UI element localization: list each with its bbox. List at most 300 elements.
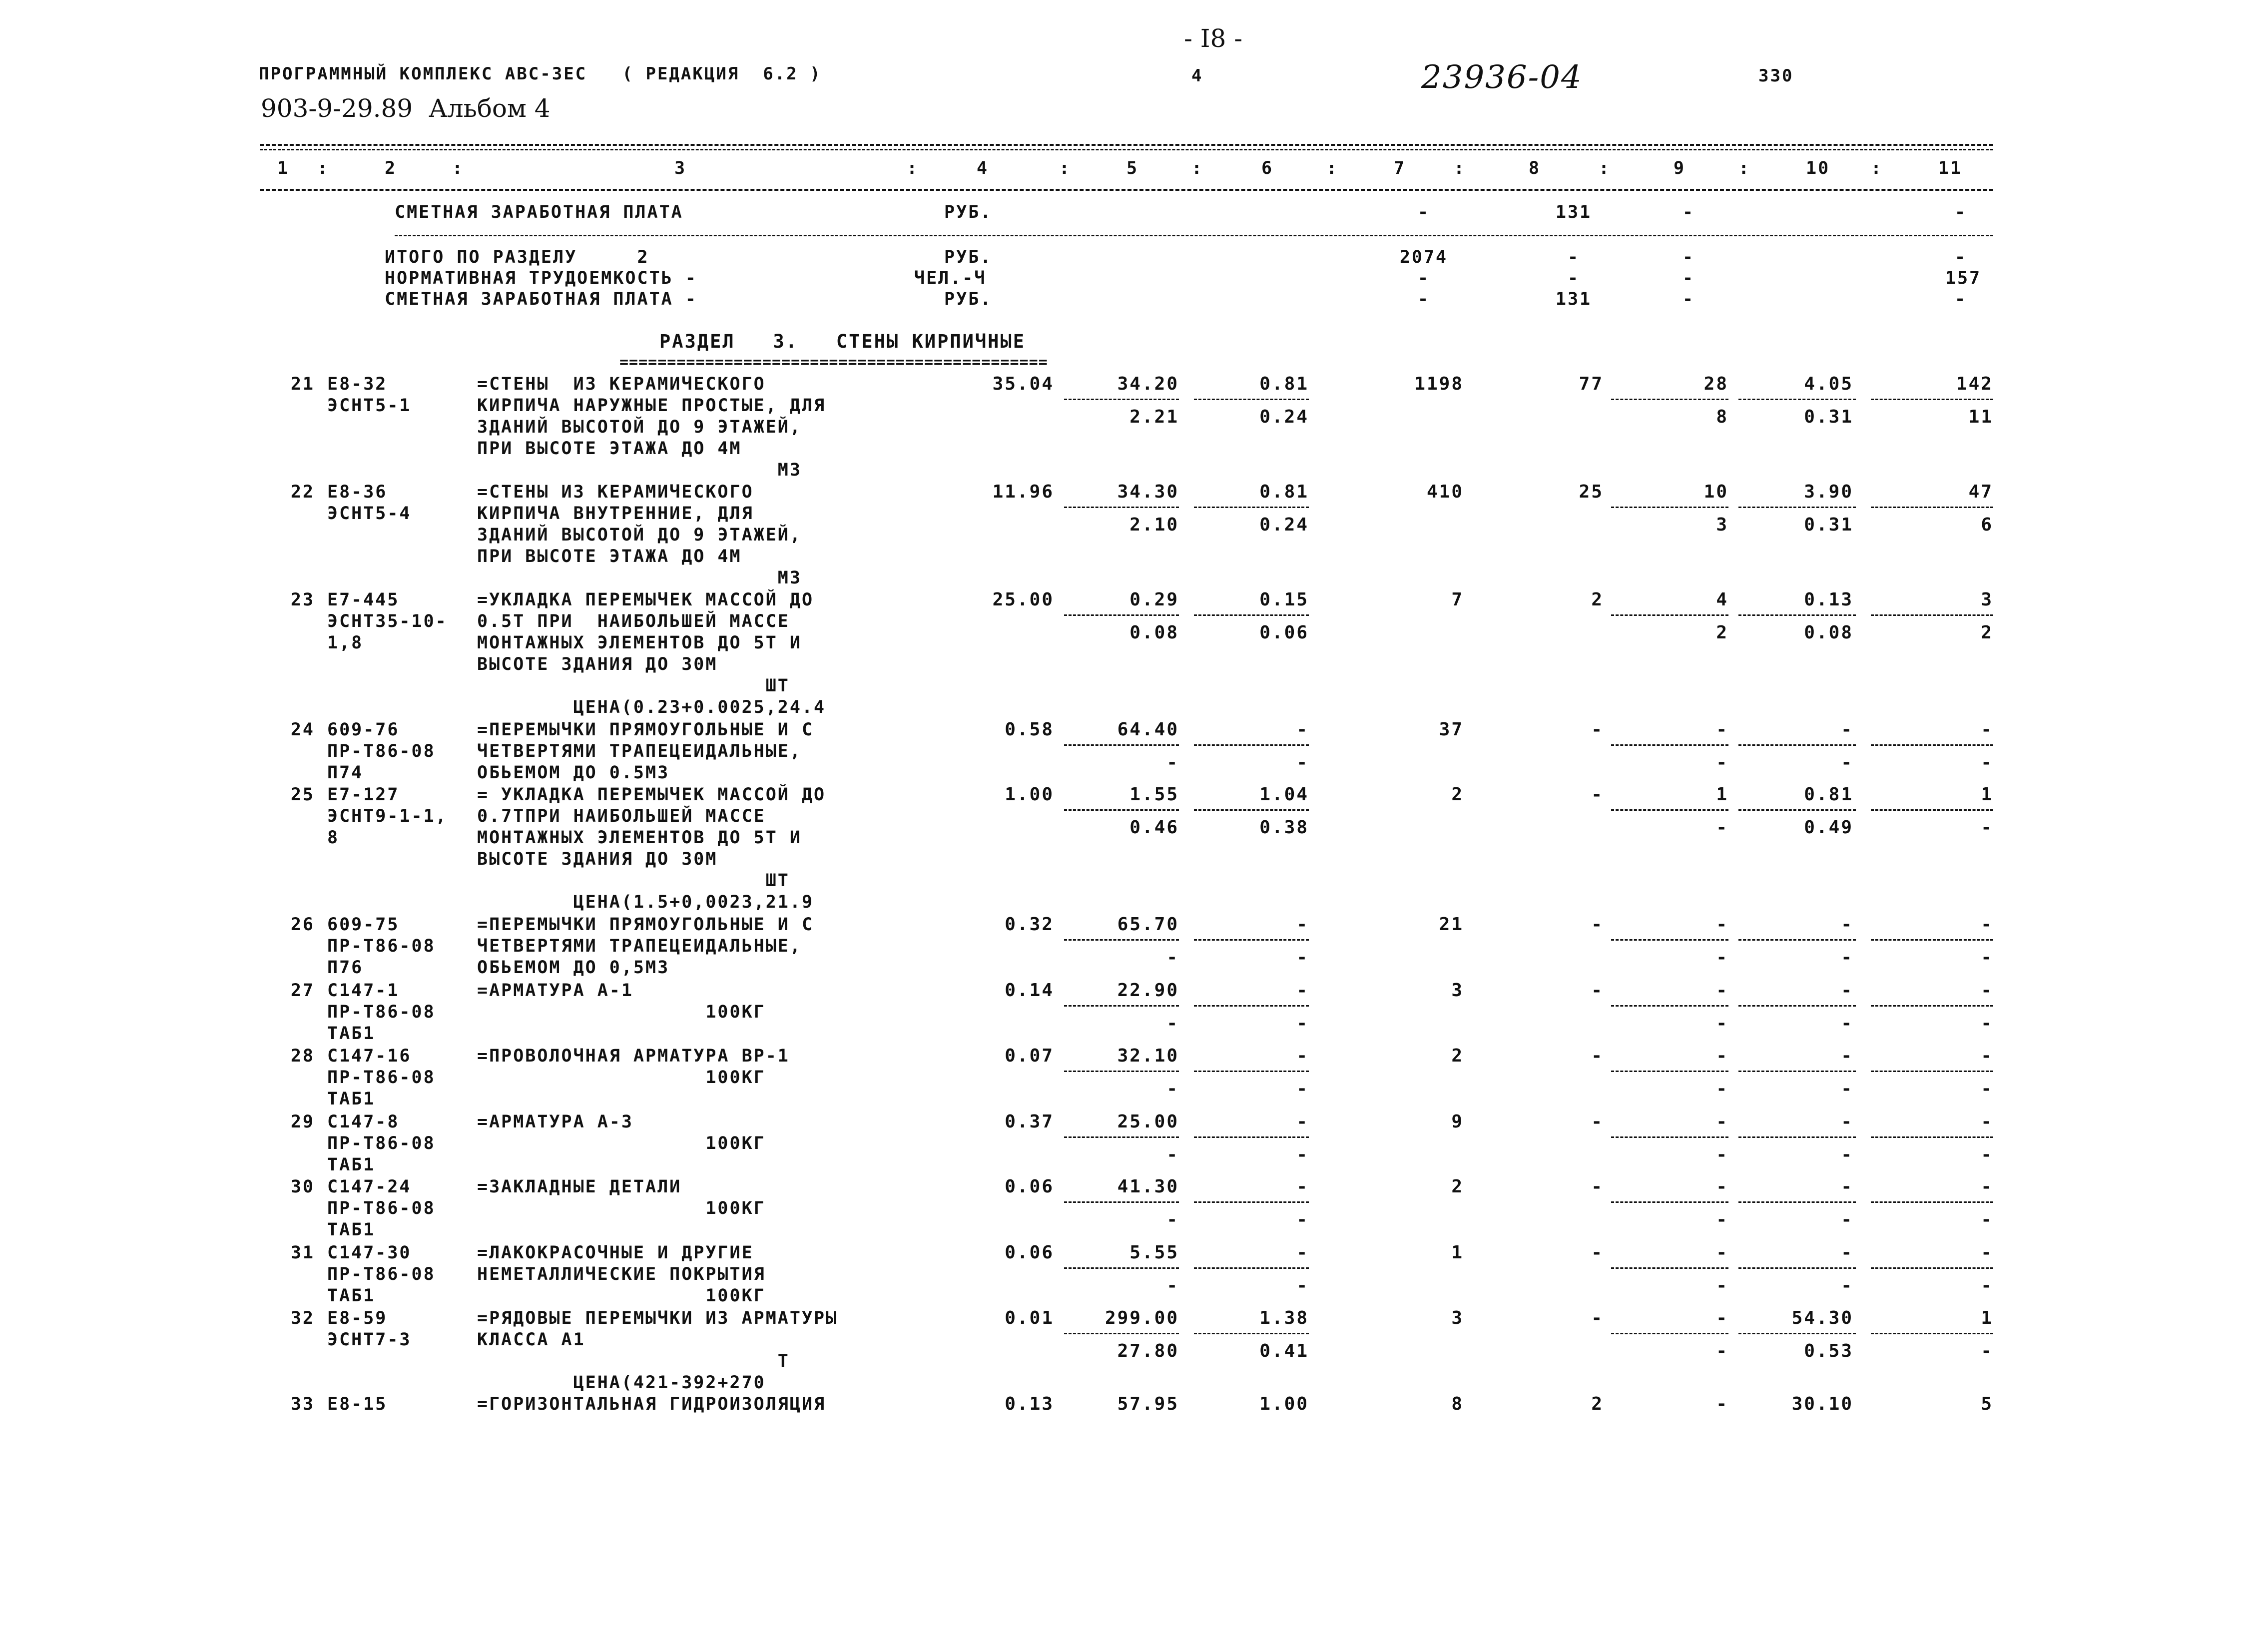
row-price-total: 1.55 <box>1129 784 1179 805</box>
row-cost-total: 37 <box>1439 719 1464 740</box>
row-cost-wages: 2 <box>1591 1394 1604 1414</box>
row-code: С147-16 ПР-Т86-08 ТАБ1 <box>327 1046 436 1109</box>
row-cost-total: 9 <box>1451 1111 1464 1132</box>
row-number: 29 <box>290 1112 315 1132</box>
row-labor-unit: - <box>1841 1046 1853 1066</box>
row-cost-machine-wages: - <box>1716 1341 1728 1361</box>
row-subrule <box>1738 1267 1856 1269</box>
row-labor-unit: - <box>1841 1176 1853 1197</box>
summary-total-c9: - <box>1682 247 1695 267</box>
column-header-5: 5 <box>1126 158 1139 178</box>
column-header-2: 2 <box>385 158 397 178</box>
row-labor-machine-unit: - <box>1841 1079 1853 1099</box>
row-price-wages: 0.81 <box>1259 374 1309 394</box>
row-subrule <box>1871 399 1993 400</box>
summary-salary-c9: - <box>1682 202 1695 222</box>
row-number: 22 <box>290 482 315 502</box>
row-price-machine-wages-2: 0.38 <box>1259 817 1309 838</box>
row-labor-machine-total: - <box>1981 1341 1993 1361</box>
row-subrule <box>1738 614 1856 616</box>
row-cost-machine-wages: - <box>1716 1079 1728 1099</box>
row-labor-machine-total: - <box>1981 1079 1993 1099</box>
row-labor-total: - <box>1981 1242 1993 1263</box>
row-labor-machine-unit: 0.49 <box>1804 817 1853 838</box>
row-description: =ПРОВОЛОЧНАЯ АРМАТУРА ВР-1 100КГ <box>477 1046 790 1088</box>
row-code: Е7-445 ЭСНТ35-10- 1,8 <box>327 590 448 653</box>
row-price-machine-wages: - <box>1166 947 1179 968</box>
row-price-wages: - <box>1296 1111 1309 1132</box>
row-subrule <box>1738 1071 1856 1072</box>
row-price-machine-wages-2: - <box>1296 1275 1309 1296</box>
summary-salary-label: СМЕТНАЯ ЗАРАБОТНАЯ ПЛАТА <box>395 202 683 222</box>
row-subrule <box>1871 1005 1993 1007</box>
row-cost-total: 3 <box>1451 980 1464 1001</box>
row-subrule <box>1194 1005 1309 1007</box>
row-labor-total: - <box>1981 914 1993 935</box>
document-code: 23936-04 <box>1421 59 1583 96</box>
row-price-total: 5.55 <box>1129 1242 1179 1263</box>
row-code: С147-8 ПР-Т86-08 ТАБ1 <box>327 1112 436 1175</box>
row-subrule <box>1611 1136 1728 1138</box>
row-price-machine-wages-2: - <box>1296 1013 1309 1034</box>
row-quantity: 0.32 <box>1005 914 1054 935</box>
row-cost-machine-wages: 3 <box>1716 515 1728 535</box>
row-subrule <box>1871 744 1993 746</box>
row-subrule <box>1064 1201 1179 1203</box>
row-price-machine-wages-2: 0.24 <box>1259 407 1309 427</box>
row-cost-wages: - <box>1591 1111 1604 1132</box>
summary-salary2-c8: 131 <box>1555 289 1592 309</box>
album-title: 903-9-29.89 Альбом 4 <box>261 94 551 123</box>
row-price-total: 64.40 <box>1117 719 1179 740</box>
row-price-machine-wages-2: - <box>1296 1144 1309 1165</box>
column-header-9: 9 <box>1674 158 1686 178</box>
row-cost-machine-wages: - <box>1716 947 1728 968</box>
row-subrule <box>1064 1333 1179 1334</box>
row-subrule <box>1064 1267 1179 1269</box>
row-labor-machine-unit: 0.53 <box>1804 1341 1853 1361</box>
row-cost-total: 1 <box>1451 1242 1464 1263</box>
row-labor-total: - <box>1981 1111 1993 1132</box>
row-price-wages: 0.15 <box>1259 589 1309 610</box>
row-labor-machine-total: - <box>1981 1275 1993 1296</box>
row-price-total: 32.10 <box>1117 1046 1179 1066</box>
row-code: С147-24 ПР-Т86-08 ТАБ1 <box>327 1177 436 1240</box>
row-price-machine-wages: 0.46 <box>1129 817 1179 838</box>
row-number: 28 <box>290 1046 315 1066</box>
row-labor-machine-total: - <box>1981 947 1993 968</box>
column-header-4: 4 <box>977 158 989 178</box>
row-cost-wages: 77 <box>1579 374 1604 394</box>
row-cost-wages: - <box>1591 980 1604 1001</box>
row-quantity: 0.37 <box>1005 1111 1054 1132</box>
row-code: Е7-127 ЭСНТ9-1-1, 8 <box>327 785 448 848</box>
row-description: =ЛАКОКРАСОЧНЫЕ И ДРУГИЕ НЕМЕТАЛЛИЧЕСКИЕ ПОКРЫТИЯ 100КГ <box>477 1243 766 1306</box>
row-cost-machine-wages: 8 <box>1716 407 1728 427</box>
summary-salary-unit: РУБ. <box>944 202 993 222</box>
row-labor-machine-unit: - <box>1841 752 1853 773</box>
row-price-machine-wages-2: - <box>1296 1209 1309 1230</box>
row-description: =ГОРИЗОНТАЛЬНАЯ ГИДРОИЗОЛЯЦИЯ <box>477 1394 826 1414</box>
row-subrule <box>1611 809 1728 811</box>
row-subrule <box>1611 939 1728 941</box>
column-separator: : <box>1059 158 1072 178</box>
row-price-wages: - <box>1296 1046 1309 1066</box>
row-subrule <box>1871 1201 1993 1203</box>
row-cost-total: 2 <box>1451 1046 1464 1066</box>
row-labor-machine-total: - <box>1981 1144 1993 1165</box>
summary-labor-c7: - <box>1417 268 1430 288</box>
row-cost-machine-wages: - <box>1716 1275 1728 1296</box>
row-price-machine-wages: - <box>1166 1079 1179 1099</box>
row-subrule <box>1738 507 1856 508</box>
row-cost-wages: - <box>1591 1308 1604 1328</box>
row-subrule <box>1194 939 1309 941</box>
row-subrule <box>1738 939 1856 941</box>
row-subrule <box>1194 1136 1309 1138</box>
row-price-wages: 0.81 <box>1259 482 1309 502</box>
row-labor-machine-unit: - <box>1841 1275 1853 1296</box>
row-cost-machines: - <box>1716 1176 1728 1197</box>
row-subrule <box>1194 614 1309 616</box>
summary-salary2-unit: РУБ. <box>944 289 993 309</box>
row-quantity: 0.58 <box>1005 719 1054 740</box>
row-code: Е8-32 ЭСНТ5-1 <box>327 374 412 416</box>
row-cost-total: 8 <box>1451 1394 1464 1414</box>
row-price-machine-wages-2: - <box>1296 752 1309 773</box>
row-price-machine-wages: 2.10 <box>1129 515 1179 535</box>
row-subrule <box>1871 507 1993 508</box>
row-price-wages: 1.00 <box>1259 1394 1309 1414</box>
summary-labor-label: НОРМАТИВНАЯ ТРУДОЕМКОСТЬ - <box>385 268 697 288</box>
row-cost-machines: 28 <box>1703 374 1728 394</box>
summary-total-c8: - <box>1567 247 1580 267</box>
row-subrule <box>1611 399 1728 400</box>
row-labor-machine-unit: 0.31 <box>1804 407 1853 427</box>
row-cost-total: 7 <box>1451 589 1464 610</box>
row-labor-unit: - <box>1841 1111 1853 1132</box>
row-cost-wages: 25 <box>1579 482 1604 502</box>
row-subrule <box>1194 1071 1309 1072</box>
summary-salary-c8: 131 <box>1555 202 1592 222</box>
row-cost-wages: - <box>1591 784 1604 805</box>
row-labor-total: - <box>1981 719 1993 740</box>
row-subrule <box>1738 1136 1856 1138</box>
row-labor-machine-unit: - <box>1841 947 1853 968</box>
row-description: =РЯДОВЫЕ ПЕРЕМЫЧКИ ИЗ АРМАТУРЫ КЛАССА А1 Т ЦЕНА(421-392+270 <box>477 1308 838 1393</box>
row-labor-machine-total: 6 <box>1981 515 1993 535</box>
row-subrule <box>1064 809 1179 811</box>
row-code: С147-30 ПР-Т86-08 ТАБ1 <box>327 1243 436 1306</box>
row-number: 21 <box>290 374 315 394</box>
summary-salary-c7: - <box>1417 202 1430 222</box>
summary-labor-c8: - <box>1567 268 1580 288</box>
row-subrule <box>1064 507 1179 508</box>
summary-total-unit: РУБ. <box>944 247 993 267</box>
row-price-total: 57.95 <box>1117 1394 1179 1414</box>
row-cost-machine-wages: - <box>1716 1209 1728 1230</box>
row-labor-unit: - <box>1841 980 1853 1001</box>
row-price-machine-wages-2: - <box>1296 1079 1309 1099</box>
row-price-total: 299.00 <box>1105 1308 1179 1328</box>
row-number: 33 <box>290 1394 315 1414</box>
row-subrule <box>1194 1267 1309 1269</box>
row-subrule <box>1064 614 1179 616</box>
row-cost-total: 2 <box>1451 784 1464 805</box>
row-subrule <box>1611 1071 1728 1072</box>
summary-salary2-c11: - <box>1954 289 1967 309</box>
row-labor-total: - <box>1981 980 1993 1001</box>
row-price-total: 25.00 <box>1117 1111 1179 1132</box>
row-price-machine-wages: 2.21 <box>1129 407 1179 427</box>
row-price-wages: - <box>1296 719 1309 740</box>
row-code: Е8-59 ЭСНТ7-3 <box>327 1308 412 1350</box>
row-cost-wages: 2 <box>1591 589 1604 610</box>
row-cost-machines: 10 <box>1703 482 1728 502</box>
row-description: =ЗАКЛАДНЫЕ ДЕТАЛИ 100КГ <box>477 1177 766 1218</box>
row-subrule <box>1738 399 1856 400</box>
row-labor-unit: 0.81 <box>1804 784 1853 805</box>
header-second-rule <box>260 149 1993 150</box>
sheet-number: 330 <box>1758 66 1794 86</box>
row-price-machine-wages: - <box>1166 1275 1179 1296</box>
row-cost-wages: - <box>1591 1242 1604 1263</box>
row-price-total: 34.20 <box>1117 374 1179 394</box>
row-subrule <box>1871 1071 1993 1072</box>
header-top-rule <box>260 144 1993 146</box>
row-cost-machines: - <box>1716 914 1728 935</box>
row-subrule <box>1064 1071 1179 1072</box>
row-description: =АРМАТУРА А-3 100КГ <box>477 1112 766 1153</box>
column-header-3: 3 <box>674 158 687 178</box>
row-description: = УКЛАДКА ПЕРЕМЫЧЕК МАССОЙ ДО 0.7ТПРИ НАИБОЛЬШЕЙ МАССЕ МОНТАЖНЫХ ЭЛЕМЕНТОВ ДО 5Т И ВЫСОТЕ ЗДАНИЯ ДО 30М ШТ ЦЕНА(1.5+0,0023,21.9 <box>477 785 826 912</box>
row-price-machine-wages: - <box>1166 1144 1179 1165</box>
row-subrule <box>1738 1201 1856 1203</box>
row-cost-wages: - <box>1591 914 1604 935</box>
row-price-machine-wages: 0.08 <box>1129 622 1179 643</box>
row-labor-machine-unit: - <box>1841 1209 1853 1230</box>
row-cost-machine-wages: - <box>1716 817 1728 838</box>
column-header-10: 10 <box>1806 158 1830 178</box>
row-price-total: 0.29 <box>1129 589 1179 610</box>
row-number: 31 <box>290 1243 315 1263</box>
column-separator: : <box>1191 158 1204 178</box>
row-cost-total: 3 <box>1451 1308 1464 1328</box>
row-cost-total: 410 <box>1426 482 1464 502</box>
summary-labor-c9: - <box>1682 268 1695 288</box>
row-subrule <box>1871 809 1993 811</box>
row-cost-machines: - <box>1716 1242 1728 1263</box>
row-labor-total: 47 <box>1968 482 1993 502</box>
row-cost-wages: - <box>1591 719 1604 740</box>
column-mark: 4 <box>1191 66 1203 86</box>
row-price-machine-wages-2: 0.06 <box>1259 622 1309 643</box>
row-cost-total: 21 <box>1439 914 1464 935</box>
row-labor-total: - <box>1981 1046 1993 1066</box>
row-subrule <box>1611 1267 1728 1269</box>
summary-total-c7: 2074 <box>1399 247 1448 267</box>
row-labor-total: 3 <box>1981 589 1993 610</box>
row-description: =УКЛАДКА ПЕРЕМЫЧЕК МАССОЙ ДО 0.5Т ПРИ НАИБОЛЬШЕЙ МАССЕ МОНТАЖНЫХ ЭЛЕМЕНТОВ ДО 5Т И ВЫСОТЕ ЗДАНИЯ ДО 30М ШТ ЦЕНА(0.23+0.0025,24.4 <box>477 590 826 717</box>
row-number: 32 <box>290 1308 315 1328</box>
row-cost-machines: - <box>1716 1308 1728 1328</box>
row-price-machine-wages: - <box>1166 1209 1179 1230</box>
row-subrule <box>1064 1005 1179 1007</box>
row-subrule <box>1194 1333 1309 1334</box>
row-subrule <box>1611 507 1728 508</box>
row-number: 25 <box>290 785 315 805</box>
row-price-machine-wages: - <box>1166 752 1179 773</box>
row-labor-total: 1 <box>1981 1308 1993 1328</box>
row-cost-machines: - <box>1716 1111 1728 1132</box>
row-cost-machine-wages: 2 <box>1716 622 1728 643</box>
row-quantity: 1.00 <box>1005 784 1054 805</box>
row-quantity: 0.01 <box>1005 1308 1054 1328</box>
row-cost-machine-wages: - <box>1716 1013 1728 1034</box>
column-separator: : <box>1326 158 1339 178</box>
row-description: =СТЕНЫ ИЗ КЕРАМИЧЕСКОГО КИРПИЧА ВНУТРЕННИЕ, ДЛЯ ЗДАНИЙ ВЫСОТОЙ ДО 9 ЭТАЖЕЙ, ПРИ ВЫСОТЕ ЭТАЖА ДО 4М М3 <box>477 482 802 588</box>
row-labor-unit: 4.05 <box>1804 374 1853 394</box>
row-subrule <box>1611 1201 1728 1203</box>
row-subrule <box>1738 1333 1856 1334</box>
header-bottom-rule <box>260 189 1993 191</box>
row-labor-machine-total: - <box>1981 1013 1993 1034</box>
row-number: 27 <box>290 981 315 1001</box>
row-subrule <box>1738 1005 1856 1007</box>
row-labor-machine-total: 11 <box>1968 407 1993 427</box>
column-separator: : <box>1738 158 1751 178</box>
summary-salary2-c9: - <box>1682 289 1695 309</box>
row-labor-machine-unit: 0.31 <box>1804 515 1853 535</box>
row-labor-machine-total: - <box>1981 752 1993 773</box>
summary-salary2-c7: - <box>1417 289 1430 309</box>
row-price-total: 22.90 <box>1117 980 1179 1001</box>
row-subrule <box>1738 744 1856 746</box>
row-subrule <box>1064 399 1179 400</box>
row-subrule <box>1194 399 1309 400</box>
row-quantity: 0.13 <box>1005 1394 1054 1414</box>
row-quantity: 25.00 <box>992 589 1054 610</box>
column-separator: : <box>907 158 919 178</box>
row-subrule <box>1611 744 1728 746</box>
row-price-wages: 1.38 <box>1259 1308 1309 1328</box>
column-header-1: 1 <box>277 158 290 178</box>
row-cost-machines: - <box>1716 1394 1728 1414</box>
column-header-8: 8 <box>1529 158 1541 178</box>
row-price-total: 41.30 <box>1117 1176 1179 1197</box>
summary-labor-unit: ЧЕЛ.-Ч <box>914 268 987 288</box>
row-subrule <box>1871 939 1993 941</box>
row-description: =СТЕНЫ ИЗ КЕРАМИЧЕСКОГО КИРПИЧА НАРУЖНЫЕ ПРОСТЫЕ, ДЛЯ ЗДАНИЙ ВЫСОТОЙ ДО 9 ЭТАЖЕЙ, ПРИ ВЫСОТЕ ЭТАЖА ДО 4М М3 <box>477 374 826 480</box>
row-code: С147-1 ПР-Т86-08 ТАБ1 <box>327 981 436 1044</box>
row-code: Е8-15 <box>327 1394 388 1414</box>
program-title: ПРОГРАММНЫЙ КОМПЛЕКС АВС-3ЕС ( РЕДАКЦИЯ 6.2 ) <box>259 64 822 84</box>
row-price-wages: - <box>1296 1242 1309 1263</box>
section-underline: ============================================= <box>619 354 1048 371</box>
row-price-wages: - <box>1296 980 1309 1001</box>
row-labor-unit: - <box>1841 1242 1853 1263</box>
row-code: 609-76 ПР-Т86-08 П74 <box>327 720 436 783</box>
row-subrule <box>1871 614 1993 616</box>
row-subrule <box>1194 1201 1309 1203</box>
row-labor-unit: 0.13 <box>1804 589 1853 610</box>
column-separator: : <box>452 158 465 178</box>
column-separator: : <box>317 158 330 178</box>
row-quantity: 0.14 <box>1005 980 1054 1001</box>
row-cost-machines: - <box>1716 1046 1728 1066</box>
row-description: =ПЕРЕМЫЧКИ ПРЯМОУГОЛЬНЫЕ И С ЧЕТВЕРТЯМИ ТРАПЕЦЕИДАЛЬНЫЕ, ОБЬЕМОМ ДО 0,5М3 <box>477 915 814 978</box>
row-price-wages: - <box>1296 1176 1309 1197</box>
row-subrule <box>1871 1136 1993 1138</box>
row-price-machine-wages-2: 0.24 <box>1259 515 1309 535</box>
column-separator: : <box>1599 158 1611 178</box>
row-quantity: 0.07 <box>1005 1046 1054 1066</box>
row-subrule <box>1738 809 1856 811</box>
row-cost-machines: 4 <box>1716 589 1728 610</box>
row-labor-total: - <box>1981 1176 1993 1197</box>
row-price-machine-wages-2: - <box>1296 947 1309 968</box>
summary-labor-c11: 157 <box>1945 268 1982 288</box>
row-cost-machines: - <box>1716 980 1728 1001</box>
row-code: 609-75 ПР-Т86-08 П76 <box>327 915 436 978</box>
row-labor-unit: - <box>1841 719 1853 740</box>
row-subrule <box>1064 744 1179 746</box>
row-subrule <box>1194 744 1309 746</box>
row-number: 24 <box>290 720 315 740</box>
row-subrule <box>1611 1333 1728 1334</box>
row-number: 23 <box>290 590 315 610</box>
section-title: РАЗДЕЛ 3. СТЕНЫ КИРПИЧНЫЕ <box>659 331 1026 352</box>
row-price-wages: - <box>1296 914 1309 935</box>
row-subrule <box>1064 1136 1179 1138</box>
page-number: - I8 - <box>1184 24 1243 53</box>
summary-total-c11: - <box>1954 247 1967 267</box>
row-labor-unit: 3.90 <box>1804 482 1853 502</box>
row-description: =АРМАТУРА А-1 100КГ <box>477 981 766 1022</box>
row-labor-total: 142 <box>1956 374 1993 394</box>
row-subrule <box>1194 507 1309 508</box>
row-cost-machines: - <box>1716 719 1728 740</box>
row-subrule <box>1611 614 1728 616</box>
row-labor-unit: 30.10 <box>1791 1394 1853 1414</box>
row-quantity: 35.04 <box>992 374 1054 394</box>
row-price-machine-wages: - <box>1166 1013 1179 1034</box>
row-number: 30 <box>290 1177 315 1197</box>
row-price-machine-wages-2: 0.41 <box>1259 1341 1309 1361</box>
row-price-total: 65.70 <box>1117 914 1179 935</box>
row-quantity: 0.06 <box>1005 1242 1054 1263</box>
summary-salary-c11: - <box>1954 202 1967 222</box>
row-subrule <box>1064 939 1179 941</box>
row-description: =ПЕРЕМЫЧКИ ПРЯМОУГОЛЬНЫЕ И С ЧЕТВЕРТЯМИ ТРАПЕЦЕИДАЛЬНЫЕ, ОБЬЕМОМ ДО 0.5М3 <box>477 720 814 783</box>
row-cost-wages: - <box>1591 1046 1604 1066</box>
row-labor-machine-total: 2 <box>1981 622 1993 643</box>
row-price-machine-wages: 27.80 <box>1117 1341 1179 1361</box>
summary-salary2-label: СМЕТНАЯ ЗАРАБОТНАЯ ПЛАТА - <box>385 289 697 309</box>
column-header-7: 7 <box>1394 158 1406 178</box>
row-cost-machine-wages: - <box>1716 752 1728 773</box>
row-cost-total: 2 <box>1451 1176 1464 1197</box>
row-labor-machine-unit: - <box>1841 1013 1853 1034</box>
row-cost-total: 1198 <box>1414 374 1464 394</box>
row-number: 26 <box>290 915 315 935</box>
column-separator: : <box>1871 158 1883 178</box>
row-subrule <box>1194 809 1309 811</box>
row-labor-total: 5 <box>1981 1394 1993 1414</box>
row-labor-machine-unit: - <box>1841 1144 1853 1165</box>
summary-rule <box>395 235 1993 236</box>
row-subrule <box>1871 1267 1993 1269</box>
